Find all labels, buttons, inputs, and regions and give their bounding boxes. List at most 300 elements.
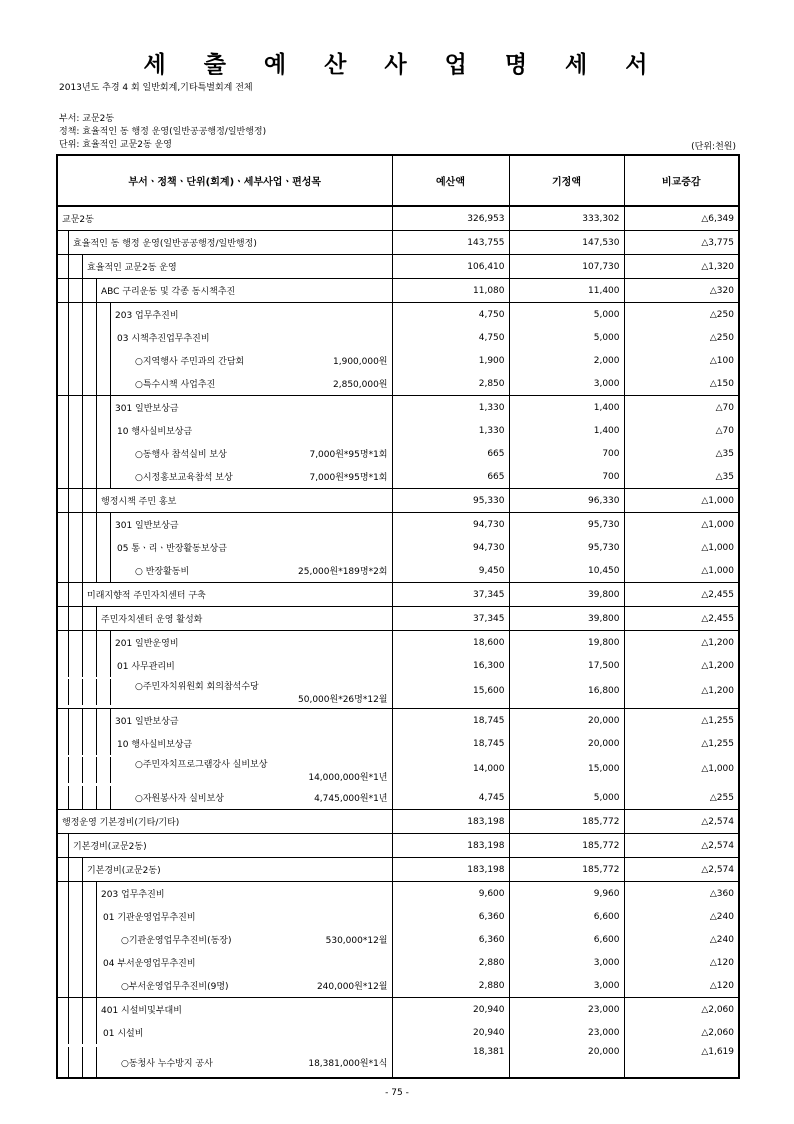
indent-guide — [58, 757, 69, 783]
table-row — [57, 206, 739, 231]
existing-cell: 3,000 — [509, 372, 624, 396]
indent-guide — [58, 631, 69, 654]
table-row — [57, 465, 739, 489]
indent-guide — [97, 396, 111, 419]
existing-cell: 20,000 — [509, 732, 624, 755]
existing-cell: 1,400 — [509, 396, 624, 420]
indent-guide — [69, 1021, 83, 1044]
item-amount: 50,000원*26명*12월 — [298, 695, 388, 705]
existing-cell: 5,000 — [509, 303, 624, 327]
budget-cell: 9,450 — [392, 559, 509, 583]
indent-guide — [83, 396, 97, 419]
indent-guide — [69, 928, 83, 951]
row-name-cell — [57, 732, 392, 755]
header-diff: 비교증감 — [624, 155, 739, 206]
indent-guide — [69, 279, 83, 302]
indent-guide — [69, 786, 83, 809]
indent-guide — [83, 489, 97, 512]
budget-cell: 4,750 — [392, 326, 509, 349]
indent-guide — [69, 513, 83, 536]
table-row — [57, 396, 739, 420]
indent-guide — [69, 858, 83, 881]
indent-guide — [69, 607, 83, 630]
diff-cell: △1,000 — [624, 559, 739, 583]
indent-guide — [58, 858, 69, 881]
indent-guide — [69, 882, 83, 905]
budget-cell: 94,730 — [392, 536, 509, 559]
table-row — [57, 858, 739, 882]
indent-guide — [97, 559, 111, 582]
table-row — [57, 419, 739, 442]
indent-guide — [83, 465, 97, 488]
row-name-cell — [57, 654, 392, 677]
budget-cell: 143,755 — [392, 231, 509, 255]
table-row — [57, 442, 739, 465]
row-name-cell — [57, 951, 392, 974]
indent-guide — [97, 786, 111, 809]
budget-cell: 1,900 — [392, 349, 509, 372]
row-name-cell — [57, 442, 392, 465]
existing-cell: 6,600 — [509, 905, 624, 928]
item-name: ABC 구리운동 및 각종 동시책추진 — [101, 287, 236, 297]
table-row — [57, 974, 739, 998]
row-name-cell — [57, 928, 392, 951]
budget-cell: 11,080 — [392, 279, 509, 303]
indent-guide — [58, 559, 69, 582]
row-name-cell — [57, 326, 392, 349]
row-name-cell — [57, 834, 392, 858]
item-name: 401 시설비및부대비 — [101, 1006, 182, 1016]
indent-guide — [83, 1021, 97, 1044]
budget-cell: 2,880 — [392, 951, 509, 974]
existing-cell: 6,600 — [509, 928, 624, 951]
table-row — [57, 631, 739, 655]
existing-cell: 20,000 — [509, 1044, 624, 1078]
item-name: 기본경비(교문2동) — [87, 866, 161, 876]
indent-guide — [58, 998, 69, 1021]
existing-cell: 3,000 — [509, 974, 624, 998]
row-name-cell — [57, 372, 392, 396]
indent-guide — [69, 709, 83, 732]
indent-guide — [97, 465, 111, 488]
existing-cell: 5,000 — [509, 786, 624, 810]
indent-guide — [83, 679, 97, 705]
indent-guide — [97, 709, 111, 732]
indent-guide — [97, 536, 111, 559]
indent-guide — [58, 536, 69, 559]
diff-cell: △120 — [624, 974, 739, 998]
table-row — [57, 255, 739, 279]
item-amount: 25,000원*189명*2회 — [298, 567, 388, 577]
diff-cell: △70 — [624, 396, 739, 420]
item-name: 미래지향적 주민자치센터 구축 — [87, 591, 206, 601]
row-name-cell — [57, 231, 392, 255]
row-name-cell — [57, 1021, 392, 1044]
existing-cell: 96,330 — [509, 489, 624, 513]
department-label: 부서: 교문2동 — [59, 114, 115, 124]
item-amount: 14,000,000원*1년 — [308, 773, 388, 783]
item-name: ○부서운영업무추진비(9명) — [121, 982, 229, 992]
indent-guide — [83, 732, 97, 755]
budget-cell: 18,745 — [392, 709, 509, 733]
indent-guide — [58, 279, 69, 302]
table-header-row — [57, 155, 739, 206]
indent-guide — [58, 607, 69, 630]
item-name: ○자원봉사자 실비보상 — [135, 794, 224, 804]
existing-cell: 15,000 — [509, 755, 624, 786]
row-name-cell — [57, 206, 392, 231]
indent-guide — [83, 998, 97, 1021]
indent-guide — [58, 1021, 69, 1044]
indent-guide — [69, 1047, 83, 1077]
diff-cell: △1,000 — [624, 536, 739, 559]
unit-label: 단위: 효율적인 교문2동 운영 — [59, 140, 172, 150]
existing-cell: 95,730 — [509, 536, 624, 559]
diff-cell: △2,455 — [624, 583, 739, 607]
item-name: 10 행사실비보상금 — [117, 740, 193, 750]
table-row — [57, 905, 739, 928]
budget-cell: 14,000 — [392, 755, 509, 786]
indent-guide — [58, 974, 69, 997]
existing-cell: 11,400 — [509, 279, 624, 303]
row-name-cell — [57, 607, 392, 631]
indent-guide — [83, 654, 97, 677]
item-name: 01 시설비 — [103, 1029, 144, 1039]
item-name: ○특수시책 사업추진 — [135, 380, 216, 390]
row-name-cell — [57, 465, 392, 489]
table-row — [57, 834, 739, 858]
diff-cell: △35 — [624, 442, 739, 465]
item-amount: 18,381,000원*1식 — [308, 1058, 388, 1069]
diff-cell: △1,000 — [624, 489, 739, 513]
row-name-cell — [57, 858, 392, 882]
indent-guide — [69, 732, 83, 755]
budget-cell: 20,940 — [392, 1021, 509, 1044]
policy-label: 정책: 효율적인 동 행정 운영(일반공공행정/일반행정) — [59, 127, 267, 137]
table-row — [57, 583, 739, 607]
indent-guide — [69, 559, 83, 582]
indent-guide — [83, 974, 97, 997]
item-amount: 240,000원*12월 — [316, 982, 388, 992]
row-name-cell — [57, 810, 392, 834]
budget-cell: 4,745 — [392, 786, 509, 810]
item-name: ○기관운영업무추진비(동장) — [121, 936, 232, 946]
row-name-cell — [57, 583, 392, 607]
indent-guide — [58, 654, 69, 677]
diff-cell: △250 — [624, 303, 739, 327]
item-name: 301 일반보상금 — [115, 717, 179, 727]
item-amount: 4,745,000원*1년 — [314, 794, 388, 804]
diff-cell: △2,060 — [624, 998, 739, 1022]
table-row — [57, 951, 739, 974]
indent-guide — [58, 928, 69, 951]
unit-note: (단위:천원) — [691, 142, 736, 152]
header-name: 부서ㆍ정책ㆍ단위(회계)ㆍ세부사업ㆍ편성목 — [57, 155, 392, 206]
indent-guide — [83, 1047, 97, 1077]
item-name: 04 부서운영업무추진비 — [103, 959, 196, 969]
diff-cell: △1,255 — [624, 732, 739, 755]
indent-guide — [83, 905, 97, 928]
diff-cell: △1,619 — [624, 1044, 739, 1078]
table-row — [57, 279, 739, 303]
indent-guide — [58, 489, 69, 512]
indent-guide — [83, 303, 97, 326]
indent-guide — [83, 786, 97, 809]
diff-cell: △240 — [624, 905, 739, 928]
indent-guide — [58, 326, 69, 349]
diff-cell: △320 — [624, 279, 739, 303]
existing-cell: 9,960 — [509, 882, 624, 906]
diff-cell: △1,000 — [624, 755, 739, 786]
row-name-cell — [57, 513, 392, 537]
diff-cell: △3,775 — [624, 231, 739, 255]
item-amount: 530,000*12월 — [325, 936, 388, 946]
existing-cell: 333,302 — [509, 206, 624, 231]
indent-guide — [69, 442, 83, 465]
item-name: 01 기관운영업무추진비 — [103, 913, 196, 923]
table-row — [57, 998, 739, 1022]
item-amount: 2,850,000원 — [333, 380, 388, 390]
row-name-cell — [57, 303, 392, 327]
item-name: 주민자치센터 운영 활성화 — [101, 615, 203, 625]
budget-cell: 9,600 — [392, 882, 509, 906]
indent-guide — [83, 326, 97, 349]
page-number: - 75 - — [385, 1088, 409, 1098]
table-row — [57, 231, 739, 255]
indent-guide — [58, 465, 69, 488]
indent-guide — [83, 372, 97, 395]
diff-cell: △1,255 — [624, 709, 739, 733]
existing-cell: 39,800 — [509, 583, 624, 607]
budget-cell: 183,198 — [392, 858, 509, 882]
existing-cell: 107,730 — [509, 255, 624, 279]
item-name: 203 업무추진비 — [115, 311, 179, 321]
indent-guide — [83, 536, 97, 559]
indent-guide — [69, 349, 83, 372]
table-row — [57, 607, 739, 631]
existing-cell: 3,000 — [509, 951, 624, 974]
budget-cell: 1,330 — [392, 396, 509, 420]
item-name: 03 시책추진업무추진비 — [117, 334, 210, 344]
indent-guide — [58, 231, 69, 254]
item-name: ○시정홍보교육참석 보상 — [135, 473, 233, 483]
row-name-cell — [57, 1044, 392, 1078]
indent-guide — [97, 631, 111, 654]
row-name-cell — [57, 882, 392, 906]
diff-cell: △120 — [624, 951, 739, 974]
existing-cell: 185,772 — [509, 810, 624, 834]
item-name: 효율적인 교문2동 운영 — [87, 263, 177, 273]
table-row — [57, 928, 739, 951]
diff-cell: △1,320 — [624, 255, 739, 279]
budget-cell: 20,940 — [392, 998, 509, 1022]
table-row — [57, 326, 739, 349]
budget-cell: 18,381 — [392, 1044, 509, 1078]
indent-guide — [83, 882, 97, 905]
indent-guide — [69, 372, 83, 395]
indent-guide — [83, 928, 97, 951]
existing-cell: 23,000 — [509, 998, 624, 1022]
budget-cell: 2,880 — [392, 974, 509, 998]
indent-guide — [58, 513, 69, 536]
fiscal-year-subtitle: 2013년도 추경 4 회 일반회계,기타특별회계 전체 — [59, 83, 253, 93]
budget-cell: 37,345 — [392, 607, 509, 631]
row-name-cell — [57, 279, 392, 303]
diff-cell: △1,200 — [624, 631, 739, 655]
item-name: 05 통ㆍ리ㆍ반장활동보상금 — [117, 544, 227, 554]
indent-guide — [58, 396, 69, 419]
indent-guide — [69, 326, 83, 349]
item-name: 01 사무관리비 — [117, 662, 175, 672]
diff-cell: △255 — [624, 786, 739, 810]
indent-guide — [69, 489, 83, 512]
indent-guide — [97, 513, 111, 536]
row-name-cell — [57, 974, 392, 998]
indent-guide — [58, 303, 69, 326]
item-amount: 7,000원*95명*1회 — [309, 473, 388, 483]
item-name: ○주민자치위원회 회의참석수당 — [135, 682, 259, 692]
indent-guide — [69, 998, 83, 1021]
indent-guide — [97, 732, 111, 755]
existing-cell: 185,772 — [509, 834, 624, 858]
indent-guide — [69, 465, 83, 488]
indent-guide — [97, 757, 111, 783]
budget-cell: 4,750 — [392, 303, 509, 327]
item-amount: 1,900,000원 — [333, 357, 388, 367]
existing-cell: 1,400 — [509, 419, 624, 442]
indent-guide — [83, 757, 97, 783]
table-row — [57, 709, 739, 733]
indent-guide — [69, 631, 83, 654]
indent-guide — [97, 326, 111, 349]
table-row — [57, 732, 739, 755]
existing-cell: 17,500 — [509, 654, 624, 677]
indent-guide — [69, 757, 83, 783]
budget-cell: 1,330 — [392, 419, 509, 442]
indent-guide — [69, 679, 83, 705]
item-name: ○지역행사 주민과의 간담회 — [135, 357, 245, 367]
diff-cell: △360 — [624, 882, 739, 906]
indent-guide — [58, 349, 69, 372]
page-title: 세 출 예 산 사 업 명 세 서 — [143, 52, 663, 78]
item-name: 203 업무추진비 — [101, 890, 165, 900]
indent-guide — [58, 583, 69, 606]
diff-cell: △2,060 — [624, 1021, 739, 1044]
diff-cell: △250 — [624, 326, 739, 349]
table-row — [57, 654, 739, 677]
indent-guide — [58, 709, 69, 732]
table-row — [57, 755, 739, 786]
item-amount: 7,000원*95명*1회 — [309, 450, 388, 460]
item-name: 교문2동 — [62, 215, 94, 225]
indent-guide — [83, 559, 97, 582]
item-name: 10 행사실비보상금 — [117, 427, 193, 437]
indent-guide — [69, 951, 83, 974]
item-name: 기본경비(교문2동) — [73, 842, 147, 852]
budget-cell: 183,198 — [392, 810, 509, 834]
existing-cell: 95,730 — [509, 513, 624, 537]
indent-guide — [58, 905, 69, 928]
row-name-cell — [57, 786, 392, 810]
budget-cell: 665 — [392, 465, 509, 489]
indent-guide — [58, 951, 69, 974]
budget-cell: 665 — [392, 442, 509, 465]
indent-guide — [83, 951, 97, 974]
existing-cell: 10,450 — [509, 559, 624, 583]
row-name-cell — [57, 419, 392, 442]
row-name-cell — [57, 709, 392, 733]
existing-cell: 39,800 — [509, 607, 624, 631]
budget-table — [56, 154, 740, 1079]
budget-cell: 15,600 — [392, 677, 509, 709]
diff-cell: △1,000 — [624, 513, 739, 537]
row-name-cell — [57, 559, 392, 583]
item-name: 201 일반운영비 — [115, 639, 179, 649]
indent-guide — [69, 905, 83, 928]
indent-guide — [69, 536, 83, 559]
table-row — [57, 810, 739, 834]
indent-guide — [97, 303, 111, 326]
budget-cell: 326,953 — [392, 206, 509, 231]
indent-guide — [69, 654, 83, 677]
indent-guide — [58, 255, 69, 278]
diff-cell: △2,574 — [624, 858, 739, 882]
indent-guide — [97, 372, 111, 395]
budget-cell: 106,410 — [392, 255, 509, 279]
header-existing: 기정액 — [509, 155, 624, 206]
diff-cell: △6,349 — [624, 206, 739, 231]
table-row — [57, 1044, 739, 1078]
indent-guide — [58, 732, 69, 755]
indent-guide — [83, 349, 97, 372]
indent-guide — [83, 442, 97, 465]
diff-cell: △2,455 — [624, 607, 739, 631]
budget-cell: 95,330 — [392, 489, 509, 513]
indent-guide — [58, 834, 69, 857]
indent-guide — [97, 679, 111, 705]
indent-guide — [69, 419, 83, 442]
existing-cell: 20,000 — [509, 709, 624, 733]
table-row — [57, 677, 739, 709]
table-row — [57, 513, 739, 537]
diff-cell: △240 — [624, 928, 739, 951]
item-name: 효율적인 동 행정 운영(일반공공행정/일반행정) — [73, 239, 257, 249]
item-name: 301 일반보상금 — [115, 404, 179, 414]
existing-cell: 23,000 — [509, 1021, 624, 1044]
diff-cell: △150 — [624, 372, 739, 396]
item-name: ○동행사 참석실비 보상 — [135, 450, 227, 460]
budget-cell: 183,198 — [392, 834, 509, 858]
budget-cell: 16,300 — [392, 654, 509, 677]
indent-guide — [83, 709, 97, 732]
indent-guide — [58, 372, 69, 395]
row-name-cell — [57, 998, 392, 1022]
table-row — [57, 786, 739, 810]
indent-guide — [58, 442, 69, 465]
diff-cell: △1,200 — [624, 677, 739, 709]
diff-cell: △2,574 — [624, 810, 739, 834]
existing-cell: 19,800 — [509, 631, 624, 655]
existing-cell: 2,000 — [509, 349, 624, 372]
indent-guide — [83, 607, 97, 630]
indent-guide — [83, 279, 97, 302]
row-name-cell — [57, 255, 392, 279]
diff-cell: △2,574 — [624, 834, 739, 858]
existing-cell: 16,800 — [509, 677, 624, 709]
existing-cell: 5,000 — [509, 326, 624, 349]
diff-cell: △1,200 — [624, 654, 739, 677]
indent-guide — [58, 419, 69, 442]
